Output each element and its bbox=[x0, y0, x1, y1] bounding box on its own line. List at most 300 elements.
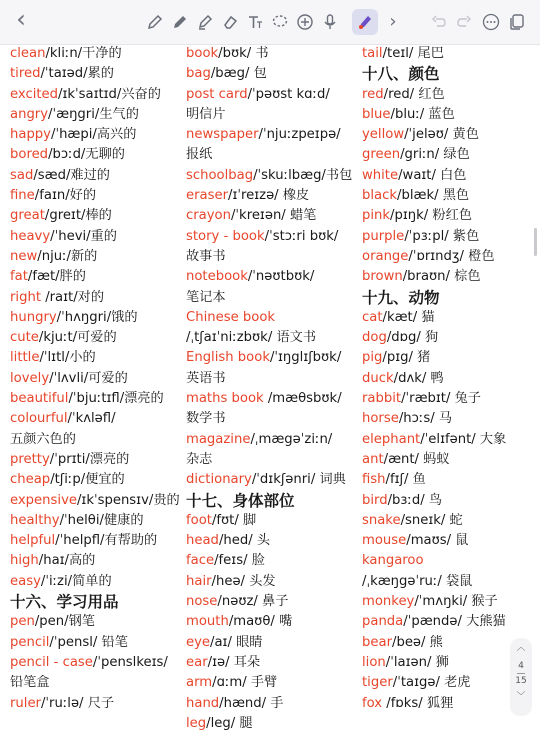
english-word: brown bbox=[362, 269, 403, 285]
vocab-entry bbox=[362, 694, 506, 714]
vocab-entry bbox=[10, 633, 180, 653]
english-word: schoolbag bbox=[186, 167, 254, 183]
more-options-icon[interactable] bbox=[480, 11, 502, 33]
phonetic-translation: /ˈiːzi/简单的 bbox=[40, 573, 112, 589]
phonetic-translation: /ˈæŋgri/生气的 bbox=[48, 106, 139, 122]
page-copy-icon[interactable] bbox=[506, 11, 528, 33]
vocab-entry bbox=[10, 531, 180, 551]
vocab-entry bbox=[362, 145, 506, 165]
section-heading bbox=[362, 64, 506, 84]
phonetic-translation: 故事书 bbox=[186, 248, 226, 264]
english-word: pig bbox=[362, 350, 383, 366]
phonetic-translation: /bɜːd/ 鸟 bbox=[387, 492, 443, 508]
vocab-entry bbox=[10, 673, 180, 693]
vocab-entry bbox=[10, 166, 180, 186]
phonetic-translation: /ˈhʌŋgri/饿的 bbox=[56, 309, 138, 325]
english-word: cheap bbox=[10, 472, 51, 488]
phonetic-translation: /ˈpɜːpl/ 紫色 bbox=[404, 228, 480, 244]
phonetic-translation: 报纸 bbox=[186, 147, 213, 163]
vocab-entry bbox=[362, 491, 506, 511]
vocab-entry bbox=[186, 145, 352, 165]
vocab-entry bbox=[186, 227, 352, 247]
english-word: snake bbox=[362, 512, 401, 528]
phonetic-translation: /ˈhelpfl/有帮助的 bbox=[55, 533, 158, 549]
phonetic-translation: /heə/ 头发 bbox=[211, 573, 276, 589]
vocab-entry bbox=[186, 551, 352, 571]
phonetic-translation: /ˈnjuːzpeɪpə/ bbox=[258, 127, 341, 143]
english-word: ruler bbox=[10, 695, 41, 711]
english-word: little bbox=[10, 350, 40, 366]
pen-tool-icon[interactable] bbox=[144, 11, 166, 33]
vocab-entry bbox=[362, 85, 506, 105]
phonetic-translation: /ˈpændə/ 大熊猫 bbox=[403, 614, 506, 630]
vocab-entry bbox=[10, 369, 180, 389]
english-word: kangaroo bbox=[362, 553, 424, 569]
phonetic-translation: /ˈɪŋglɪʃbʊk/ bbox=[269, 350, 342, 366]
phonetic-translation: /beə/ 熊 bbox=[392, 634, 443, 650]
english-word: lion bbox=[362, 654, 386, 670]
vocab-entry bbox=[186, 612, 352, 632]
english-word: orange bbox=[362, 248, 409, 264]
vocab-entry bbox=[10, 44, 180, 64]
phonetic-translation: /ˈhelθi/健康的 bbox=[59, 512, 144, 528]
vocab-entry bbox=[362, 105, 506, 125]
vocab-entry bbox=[10, 430, 180, 450]
phonetic-translation: /sæd/难过的 bbox=[33, 167, 110, 183]
english-word: foot bbox=[186, 512, 212, 528]
english-word: monkey bbox=[362, 594, 415, 610]
phonetic-translation: /ˈɒrɪndʒ/ 橙色 bbox=[408, 248, 495, 264]
phonetic-translation: 杂志 bbox=[186, 451, 213, 467]
phonetic-translation: /ˈhevi/重的 bbox=[50, 228, 117, 244]
vocab-entry bbox=[362, 328, 506, 348]
phonetic-translation: /ɪˈreɪzə/ 橡皮 bbox=[228, 188, 310, 204]
annotation-toolbar bbox=[0, 0, 540, 45]
vocab-entry bbox=[362, 227, 506, 247]
phonetic-translation: /pɪg/ 猪 bbox=[382, 350, 431, 366]
phonetic-translation: /nəʊz/ 鼻子 bbox=[217, 594, 289, 610]
english-word: ant bbox=[362, 451, 384, 467]
phonetic-translation: /waɪt/ 白色 bbox=[398, 167, 467, 183]
english-word: green bbox=[362, 147, 401, 163]
phonetic-translation: /ˈskuːlbæg/书包 bbox=[253, 167, 353, 183]
vocab-entry bbox=[362, 247, 506, 267]
phonetic-translation: /ɪə/ 耳朵 bbox=[207, 654, 261, 670]
vocab-entry bbox=[186, 633, 352, 653]
vocab-entry bbox=[10, 288, 180, 308]
phonetic-translation: /pen/钢笔 bbox=[34, 614, 95, 630]
english-word: elephant bbox=[362, 431, 421, 447]
english-word: ear bbox=[186, 654, 208, 670]
vocab-column-3 bbox=[362, 44, 506, 714]
english-word: head bbox=[186, 533, 219, 549]
english-word: pretty bbox=[10, 451, 50, 467]
english-word: bird bbox=[362, 492, 388, 508]
phonetic-translation: /sneɪk/ 蛇 bbox=[400, 512, 463, 528]
english-word: white bbox=[362, 167, 399, 183]
english-word: pink bbox=[362, 208, 391, 224]
vocab-entry bbox=[10, 247, 180, 267]
vocab-entry bbox=[10, 267, 180, 287]
english-word: leg bbox=[186, 715, 207, 731]
vocab-entry bbox=[186, 186, 352, 206]
english-word: sad bbox=[10, 167, 34, 183]
vocab-entry bbox=[186, 389, 352, 409]
vocab-entry bbox=[186, 673, 352, 693]
vocab-entry bbox=[362, 348, 506, 368]
page-navigator bbox=[510, 638, 532, 716]
phonetic-translation: /fæt/胖的 bbox=[27, 269, 86, 285]
vocab-entry bbox=[186, 348, 352, 368]
english-word: fine bbox=[10, 188, 35, 204]
phonetic-translation: /ɪkˈsaɪtɪd/兴奋的 bbox=[58, 86, 161, 102]
english-word: hand bbox=[186, 695, 220, 711]
vocab-entry bbox=[10, 227, 180, 247]
vocab-column-2 bbox=[186, 44, 352, 734]
section-heading bbox=[362, 288, 506, 308]
vocab-entry bbox=[10, 612, 180, 632]
english-word: face bbox=[186, 553, 215, 569]
english-word: eraser bbox=[186, 188, 229, 204]
add-shape-icon[interactable] bbox=[294, 11, 316, 33]
phonetic-translation: /haɪ/高的 bbox=[38, 553, 96, 569]
phonetic-translation: /braʊn/ 棕色 bbox=[402, 269, 481, 285]
phonetic-translation: /ˈstɔːri bʊk/ bbox=[264, 228, 339, 244]
english-word: red bbox=[362, 86, 384, 102]
phonetic-translation: /ˌkæŋgəˈruː/ 袋鼠 bbox=[362, 573, 473, 589]
vocab-column-1 bbox=[10, 44, 180, 714]
english-word: pen bbox=[10, 614, 35, 630]
phonetic-translation: 笔记本 bbox=[186, 289, 226, 305]
english-word: lovely bbox=[10, 370, 50, 386]
phonetic-translation: /ˌtʃaɪˈniːzbʊk/ 语文书 bbox=[186, 330, 317, 346]
english-word: blue bbox=[362, 106, 391, 122]
vocab-entry bbox=[186, 125, 352, 145]
scrollbar-thumb[interactable] bbox=[534, 228, 537, 256]
vocab-entry bbox=[186, 450, 352, 470]
phonetic-translation: /ˈpəʊst kɑːd/ bbox=[247, 86, 330, 102]
vocab-entry bbox=[362, 206, 506, 226]
phonetic-translation: /ˈbjuːtɪfl/漂亮的 bbox=[68, 391, 164, 407]
vocab-entry bbox=[362, 44, 506, 64]
phonetic-translation: /feɪs/ 脸 bbox=[214, 553, 265, 569]
english-word: hair bbox=[186, 573, 212, 589]
section-heading bbox=[186, 491, 352, 511]
phonetic-translation: /ˈtaɪəd/累的 bbox=[40, 66, 114, 82]
vocab-entry bbox=[186, 511, 352, 531]
phonetic-translation: /kæt/ 猫 bbox=[382, 309, 435, 325]
english-word: dog bbox=[362, 330, 387, 346]
phonetic-translation: /ˈdɪkʃənri/ 词典 bbox=[251, 472, 346, 488]
vocab-entry bbox=[10, 572, 180, 592]
microphone-icon[interactable] bbox=[319, 11, 341, 33]
vocab-entry bbox=[362, 592, 506, 612]
phonetic-translation: /hænd/ 手 bbox=[219, 695, 284, 711]
vocab-entry bbox=[362, 430, 506, 450]
vocab-entry bbox=[186, 206, 352, 226]
english-word: tail bbox=[362, 46, 383, 61]
vocab-entry bbox=[362, 308, 506, 328]
english-word: heavy bbox=[10, 228, 51, 244]
english-word: eye bbox=[186, 634, 211, 650]
phonetic-translation: 英语书 bbox=[186, 370, 226, 386]
english-word: mouse bbox=[362, 533, 407, 549]
phonetic-translation: /ɪkˈspensɪv/贵的 bbox=[76, 492, 180, 508]
vocab-entry bbox=[186, 409, 352, 429]
english-word: angry bbox=[10, 106, 49, 122]
vocab-entry bbox=[186, 531, 352, 551]
english-word: black bbox=[362, 188, 398, 204]
phonetic-translation: /pɪŋk/ 粉红色 bbox=[390, 208, 472, 224]
vocab-entry bbox=[362, 186, 506, 206]
english-word: healthy bbox=[10, 512, 60, 528]
phonetic-translation: /ænt/ 蚂蚁 bbox=[383, 451, 450, 467]
english-word: bag bbox=[186, 66, 211, 82]
section-heading bbox=[10, 592, 180, 612]
english-word: newspaper bbox=[186, 127, 259, 143]
vocab-entry bbox=[10, 348, 180, 368]
phonetic-translation: /raɪt/对的 bbox=[45, 289, 105, 305]
phonetic-translation: 五颜六色的 bbox=[10, 431, 76, 447]
vocab-entry bbox=[186, 653, 352, 673]
vocab-entry bbox=[362, 572, 506, 592]
vocab-entry bbox=[10, 125, 180, 145]
phonetic-translation: /bæg/ 包 bbox=[210, 66, 267, 82]
english-word: bear bbox=[362, 634, 392, 650]
english-word: purple bbox=[362, 228, 405, 244]
vocab-entry bbox=[186, 308, 352, 328]
english-word: tired bbox=[10, 66, 41, 82]
phonetic-translation: /blæk/ 黑色 bbox=[397, 188, 470, 204]
phonetic-translation: /hɔːs/ 马 bbox=[398, 411, 453, 427]
section-heading-text: 十六、学习用品 bbox=[10, 593, 119, 612]
vocab-entry bbox=[362, 653, 506, 673]
phonetic-translation: /ˈprɪti/漂亮的 bbox=[49, 451, 130, 467]
vocab-entry bbox=[10, 308, 180, 328]
vocab-entry bbox=[186, 44, 352, 64]
english-word: high bbox=[10, 553, 39, 569]
phonetic-translation: 明信片 bbox=[186, 106, 226, 122]
vocab-entry bbox=[186, 328, 352, 348]
phonetic-translation: /ˈkreɪən/ 蜡笔 bbox=[230, 208, 317, 224]
english-word: magazine bbox=[186, 431, 251, 447]
english-word: new bbox=[10, 248, 38, 264]
english-word: dictionary bbox=[186, 472, 252, 488]
active-pen-icon[interactable] bbox=[352, 9, 378, 35]
vocab-entry bbox=[362, 511, 506, 531]
vocab-entry bbox=[186, 572, 352, 592]
english-word: English book bbox=[186, 350, 270, 366]
phonetic-translation: /kjuːt/可爱的 bbox=[38, 330, 117, 346]
english-word: panda bbox=[362, 614, 404, 630]
phonetic-translation: 铅笔盒 bbox=[10, 675, 50, 691]
vocab-entry bbox=[10, 450, 180, 470]
vocab-entry bbox=[362, 267, 506, 287]
english-word: cute bbox=[10, 330, 39, 346]
vocab-entry bbox=[10, 328, 180, 348]
english-word: easy bbox=[10, 573, 41, 589]
english-word: great bbox=[10, 208, 45, 224]
phonetic-translation: /fʊt/ 脚 bbox=[211, 512, 257, 528]
vocab-entry bbox=[186, 64, 352, 84]
vocab-entry bbox=[186, 470, 352, 490]
vocab-entry bbox=[10, 551, 180, 571]
vocab-entry bbox=[362, 633, 506, 653]
vocab-entry bbox=[10, 105, 180, 125]
vocab-entry bbox=[362, 470, 506, 490]
english-word: expensive bbox=[10, 492, 77, 508]
phonetic-translation: /ˈlɪtl/小的 bbox=[39, 350, 96, 366]
vocab-entry bbox=[362, 125, 506, 145]
vocab-entry bbox=[186, 85, 352, 105]
eraser-tool-icon[interactable] bbox=[219, 11, 241, 33]
english-word: fat bbox=[10, 269, 28, 285]
vocab-entry bbox=[10, 409, 180, 429]
english-word: horse bbox=[362, 411, 399, 427]
vocab-entry bbox=[362, 166, 506, 186]
vocab-entry bbox=[10, 389, 180, 409]
phonetic-translation: /ˈnəʊtbʊk/ bbox=[247, 269, 315, 285]
back-button[interactable]: ‹ bbox=[16, 5, 26, 33]
text-tool-icon[interactable] bbox=[244, 11, 266, 33]
vocab-entry bbox=[10, 653, 180, 673]
vocab-entry bbox=[10, 511, 180, 531]
vocab-entry bbox=[362, 389, 506, 409]
phonetic-translation: /leg/ 腿 bbox=[206, 715, 253, 731]
english-word: pencil - case bbox=[10, 654, 93, 670]
phonetic-translation: /teɪl/ 尾巴 bbox=[382, 46, 444, 61]
english-word: cat bbox=[362, 309, 383, 325]
vocab-entry bbox=[362, 409, 506, 429]
vocab-entry bbox=[186, 369, 352, 389]
phonetic-translation: /griːn/ 绿色 bbox=[400, 147, 470, 163]
phonetic-translation: /hed/ 头 bbox=[218, 533, 271, 549]
phonetic-translation: /bluː/ 蓝色 bbox=[390, 106, 455, 122]
phonetic-translation: /mæθsbʊk/ bbox=[263, 391, 342, 407]
phonetic-translation: /ˌmægəˈziːn/ bbox=[250, 431, 333, 447]
vocab-entry bbox=[186, 694, 352, 714]
phonetic-translation: 数学书 bbox=[186, 411, 226, 427]
english-word: clean bbox=[10, 46, 46, 61]
english-word: helpful bbox=[10, 533, 56, 549]
vocab-entry bbox=[362, 531, 506, 551]
english-word: right bbox=[10, 289, 46, 305]
phonetic-translation: /ɑːm/ 手臂 bbox=[212, 675, 278, 691]
english-word: arm bbox=[186, 675, 213, 691]
phonetic-translation: /dɒg/ 狗 bbox=[386, 330, 439, 346]
highlighter-tool-icon[interactable] bbox=[194, 11, 216, 33]
page-up-icon[interactable]: ︿ bbox=[516, 643, 526, 653]
phonetic-translation: /ˈlʌvli/可爱的 bbox=[49, 370, 128, 386]
vocab-entry bbox=[362, 369, 506, 389]
vocab-entry bbox=[362, 551, 506, 571]
page-down-icon[interactable]: ﹀ bbox=[516, 692, 526, 702]
undo-icon[interactable] bbox=[428, 11, 450, 33]
phonetic-translation: /dʌk/ 鸭 bbox=[393, 370, 444, 386]
vocab-entry bbox=[10, 145, 180, 165]
phonetic-translation: /fɪʃ/ 鱼 bbox=[385, 472, 426, 488]
vocab-entry bbox=[10, 206, 180, 226]
phonetic-translation: /red/ 红色 bbox=[383, 86, 445, 102]
english-word: mouth bbox=[186, 614, 229, 630]
vocab-entry bbox=[10, 186, 180, 206]
vocab-entry bbox=[186, 714, 352, 734]
vocab-entry bbox=[186, 267, 352, 287]
phonetic-translation: /ˈpensl/ 铅笔 bbox=[49, 634, 128, 650]
english-word: pencil bbox=[10, 634, 50, 650]
phonetic-translation: /tʃiːp/便宜的 bbox=[50, 472, 125, 488]
vocab-entry bbox=[186, 166, 352, 186]
english-word: rabbit bbox=[362, 391, 402, 407]
section-heading-text: 十九、动物 bbox=[362, 288, 440, 307]
phonetic-translation: /ˈjeləʊ/ 黄色 bbox=[404, 127, 479, 143]
vocab-entry bbox=[10, 85, 180, 105]
english-word: colourful bbox=[10, 411, 68, 427]
english-word: book bbox=[186, 46, 219, 61]
vocab-entry bbox=[186, 430, 352, 450]
vocab-entry bbox=[362, 673, 506, 693]
english-word: Chinese book bbox=[186, 309, 276, 325]
phonetic-translation: /njuː/新的 bbox=[37, 248, 98, 264]
section-heading-text: 十七、身体部位 bbox=[186, 491, 295, 510]
english-word: post card bbox=[186, 86, 248, 102]
phonetic-translation: /ˈkʌləfl/ bbox=[67, 411, 116, 427]
english-word: tiger bbox=[362, 675, 393, 691]
english-word: excited bbox=[10, 86, 59, 102]
english-word: fish bbox=[362, 472, 386, 488]
english-word: bored bbox=[10, 147, 49, 163]
english-word: story - book bbox=[186, 228, 265, 244]
vocab-entry bbox=[10, 491, 180, 511]
phonetic-translation: /fɒks/ 狐狸 bbox=[382, 695, 454, 711]
phonetic-translation: /ˈlaɪən/ 狮 bbox=[385, 654, 449, 670]
phonetic-translation: /bɔːd/无聊的 bbox=[48, 147, 125, 163]
total-pages: 15 bbox=[515, 676, 527, 686]
english-word: duck bbox=[362, 370, 394, 386]
english-word: happy bbox=[10, 127, 51, 143]
vocab-entry bbox=[10, 470, 180, 490]
phonetic-translation: /ˈhæpi/高兴的 bbox=[51, 127, 137, 143]
vocab-entry bbox=[362, 450, 506, 470]
vocab-entry bbox=[10, 694, 180, 714]
chevron-right-icon[interactable]: › bbox=[389, 11, 397, 32]
current-page: 4 bbox=[518, 661, 524, 671]
phonetic-translation: /bʊk/ 书 bbox=[218, 46, 269, 61]
english-word: maths book bbox=[186, 391, 264, 407]
phonetic-translation: /ˈruːlə/ 尺子 bbox=[40, 695, 115, 711]
english-word: yellow bbox=[362, 127, 405, 143]
vocab-entry bbox=[186, 247, 352, 267]
pencil-tool-icon[interactable] bbox=[169, 11, 191, 33]
phonetic-translation: /maʊθ/ 嘴 bbox=[228, 614, 293, 630]
english-word: beautiful bbox=[10, 391, 69, 407]
phonetic-translation: /greɪt/棒的 bbox=[44, 208, 112, 224]
english-word: notebook bbox=[186, 269, 248, 285]
phonetic-translation: /ˈelɪfənt/ 大象 bbox=[420, 431, 507, 447]
english-word: fox bbox=[362, 695, 383, 711]
phonetic-translation: /faɪn/好的 bbox=[34, 188, 97, 204]
english-word: nose bbox=[186, 594, 218, 610]
vocab-entry bbox=[186, 288, 352, 308]
english-word: hungry bbox=[10, 309, 57, 325]
redo-icon[interactable] bbox=[453, 11, 475, 33]
phonetic-translation: /ˈpenslkeɪs/ bbox=[92, 654, 168, 670]
phonetic-translation: /ˈmʌŋki/ 猴子 bbox=[414, 594, 498, 610]
phonetic-translation: /kliːn/干净的 bbox=[45, 46, 122, 61]
section-heading-text: 十八、颜色 bbox=[362, 65, 440, 84]
vocab-entry bbox=[10, 64, 180, 84]
lasso-tool-icon[interactable] bbox=[269, 11, 291, 33]
